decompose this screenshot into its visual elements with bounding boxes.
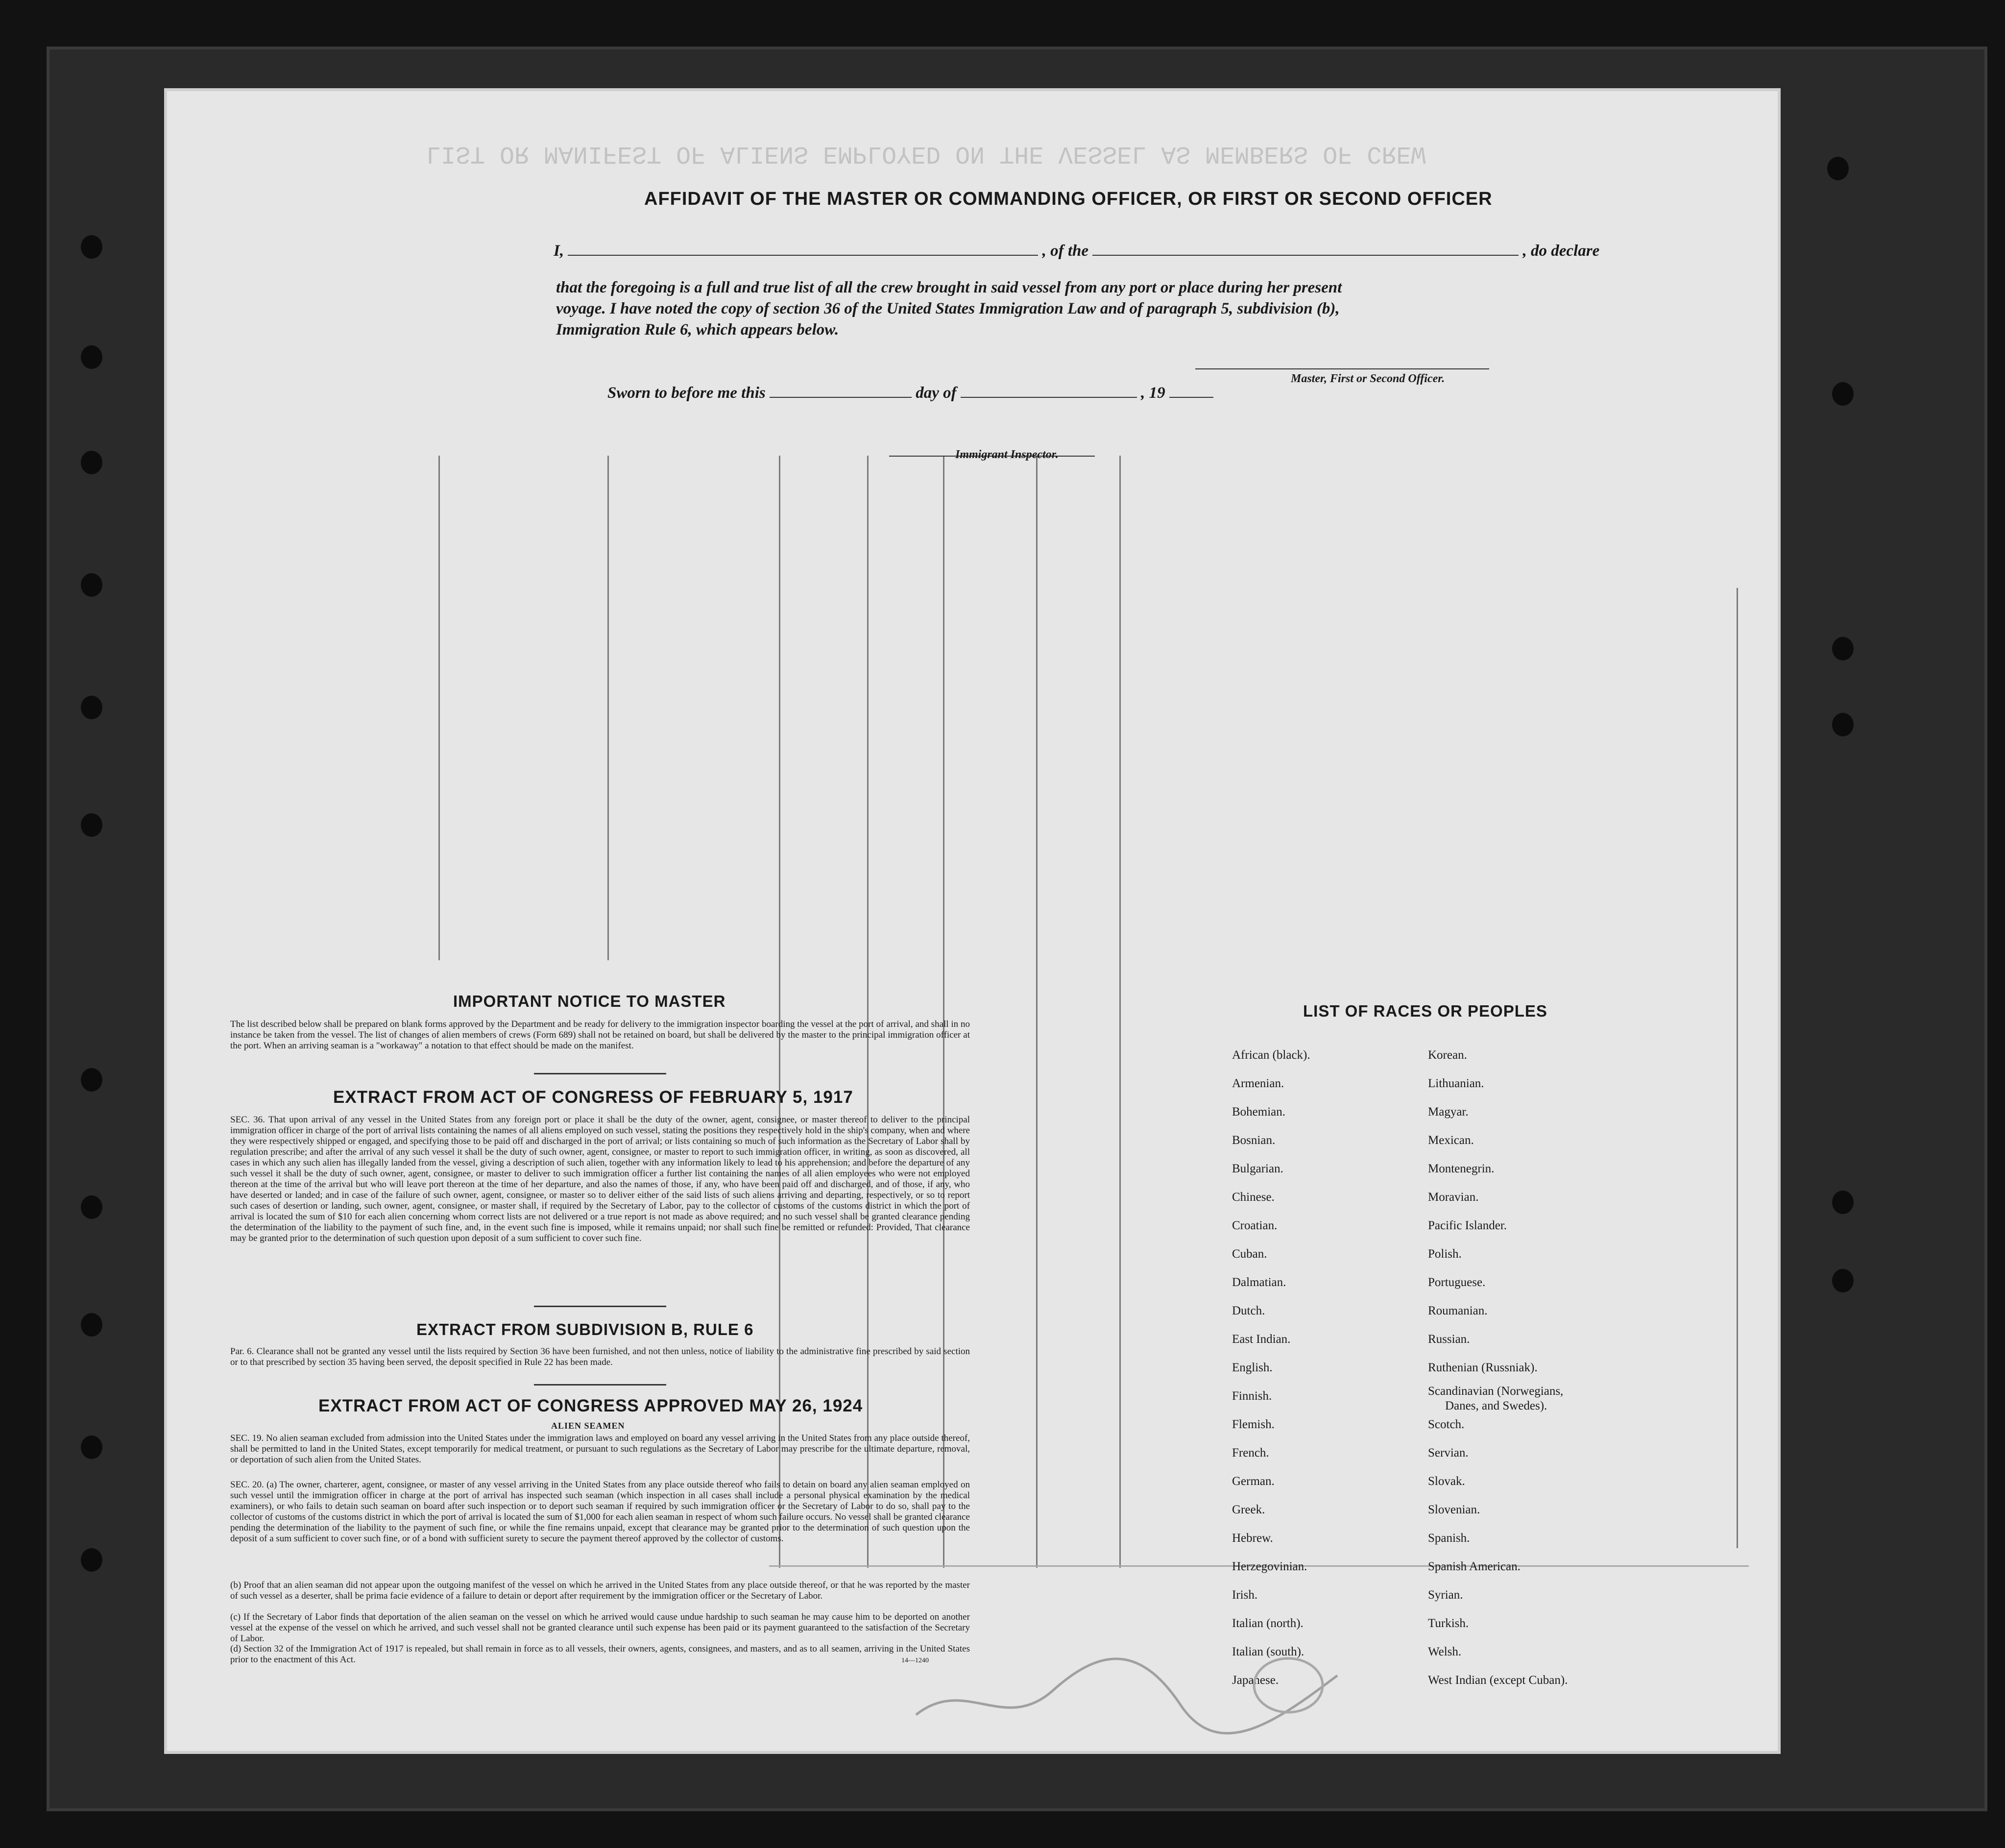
alien-seamen-subtitle: ALIEN SEAMEN <box>551 1421 625 1431</box>
race-item: East Indian. <box>1232 1333 1291 1346</box>
race-item: Magyar. <box>1428 1105 1469 1119</box>
rule-6-title: EXTRACT FROM SUBDIVISION B, RULE 6 <box>416 1320 754 1338</box>
race-item: Ruthenian (Russniak). <box>1428 1361 1538 1374</box>
page-hole <box>1832 382 1854 406</box>
binder-hole <box>81 573 102 597</box>
column-rule <box>1119 456 1121 1568</box>
race-item: Servian. <box>1428 1446 1469 1459</box>
sworn-year-blank[interactable] <box>1169 397 1213 398</box>
binder-hole <box>81 696 102 719</box>
race-item: African (black). <box>1232 1048 1310 1062</box>
race-item: Irish. <box>1232 1588 1258 1602</box>
notice-text: The list described below shall be prepared on blank forms approved by the Department and be ready for delivery to the immigration inspector boarding the vessel at the port of arrival, and shall in no instance be taken from the vessel. The list of changes of alien members of crews (Form 689) shall not be retained on board, but shall be delivered by the master to the principal immigration officer at the port. When an arriving seaman is a "workaway" a notation to that effect should be made on the manifest. <box>230 1019 970 1051</box>
race-item: Danes, and Swedes). <box>1445 1399 1547 1412</box>
binder-hole <box>81 1435 102 1459</box>
race-item: Montenegrin. <box>1428 1162 1495 1175</box>
officer-signature-line[interactable] <box>1195 368 1489 369</box>
sec-20d-text: (d) Section 32 of the Immigration Act of 1917 is repealed, but shall remain in force as to all vessels, their owners, agents, consignees, and masters, and as to all seamen, arriving in the United States prior to the enactment of this Act. <box>230 1644 970 1665</box>
affidavit-of-the: , of the <box>1042 242 1089 260</box>
race-item: Pacific Islander. <box>1428 1219 1507 1232</box>
column-rule <box>943 456 944 1568</box>
form-number: 14—1240 <box>901 1657 929 1664</box>
name-blank[interactable] <box>568 255 1038 256</box>
extract-1917-text: SEC. 36. That upon arrival of any vessel in the United States from any foreign port or place it shall be the duty of the owner, agent, consignee, or master thereof to deliver to the principal immigration officer in charge of the port of arrival lists containing the names of all aliens employed on such vessel, stating the positions they respectively hold in the ship's company, when and where they were respectively shipped or engaged, and specifying those to be paid off and discharged in the port of arrival; or lists containing so much of such information as the Secretary of Labor shall by regulation prescribe; and after the arrival of any such vessel it shall be the duty of such owner, agent, consignee, or master to report to such immigration officer, in writing, as soon as discovered, all cases in which any such alien has illegally landed from the vessel, giving a description of such alien, together with any information likely to lead to his apprehension; and before the departure of any such vessel it shall be the duty of such owner, agent, consignee, or master to deliver to such immigration officer a further list containing the names of all alien employees who were not employed thereon at the time of the arrival but who will leave port thereon at the time of her departure, and also the names of those, if any, who have been paid off and discharged, and of those, if any, who have deserted or landed; and in case of the failure of such owner, agent, consignee, or master so to deliver either of the said lists of such aliens arriving and departing, respectively, or so to report such cases of desertion or landing, such owner, agent, consignee, or master shall, if required by the Secretary of Labor, pay to the collector of customs of the customs district in which the port of arrival is located the sum of $10 for each alien concerning whom correct lists are not delivered or a true report is not made as above required; and no such vessel shall be granted clearance pending the determination of the liability to the payment of such fine, and, in the event such fine is imposed, while it remains unpaid; nor shall such fine be remitted or refunded: Provided, That clearance may be granted prior to the determination of such question upon deposit of a sum sufficient to cover such fine. <box>230 1115 970 1243</box>
race-item: Herzegovinian. <box>1232 1560 1307 1573</box>
inspector-label: Immigrant Inspector. <box>955 448 1059 461</box>
race-item: Korean. <box>1428 1048 1467 1062</box>
race-item: Roumanian. <box>1428 1304 1488 1317</box>
race-item: Finnish. <box>1232 1389 1272 1403</box>
race-item: Spanish American. <box>1428 1560 1521 1573</box>
page-hole <box>1832 1191 1854 1214</box>
race-item: Moravian. <box>1428 1191 1479 1204</box>
sworn-month-blank[interactable] <box>961 397 1137 398</box>
bleed-through-header: LIST OR MANIFEST OF ALIENS EMPLOYED ON THE VESSEL AS MEMBERS OF CREW <box>426 140 1426 168</box>
sworn-day-blank[interactable] <box>770 397 912 398</box>
race-item: Syrian. <box>1428 1588 1463 1602</box>
race-item: West Indian (except Cuban). <box>1428 1674 1568 1687</box>
page-hole <box>1832 1269 1854 1292</box>
affidavit-body-2: voyage. I have noted the copy of section 36 of the United States Immigration Law and of paragraph 5, subdivision (b), <box>556 300 1340 317</box>
binder-hole <box>81 1313 102 1337</box>
race-item: English. <box>1232 1361 1273 1374</box>
race-item: Japanese. <box>1232 1674 1279 1687</box>
column-rule <box>438 456 440 960</box>
race-item: Bulgarian. <box>1232 1162 1283 1175</box>
races-title: LIST OF RACES OR PEOPLES <box>1303 1002 1547 1020</box>
race-item: Bohemian. <box>1232 1105 1286 1119</box>
faint-signature-mark <box>906 1617 1347 1744</box>
vessel-blank[interactable] <box>1092 255 1519 256</box>
column-rule <box>1036 456 1038 1568</box>
race-item: Greek. <box>1232 1503 1265 1516</box>
rule-6-text: Par. 6. Clearance shall not be granted any vessel until the lists required by Section 36 have been furnished, and not then unless, notice of liability to the administrative fine prescribed by said section or to that prescribed by section 35 having been served, the deposit specified in Rule 22 has been made. <box>230 1346 970 1367</box>
race-item: Flemish. <box>1232 1418 1275 1431</box>
race-item: Cuban. <box>1232 1247 1267 1261</box>
page-hole <box>1832 713 1854 736</box>
extract-1917-title: EXTRACT FROM ACT OF CONGRESS OF FEBRUARY 5, 1917 <box>333 1088 853 1107</box>
affidavit-i: I, <box>554 242 564 260</box>
sec-19-text: SEC. 19. No alien seaman excluded from admission into the United States under the immigration laws and employed on board any vessel arriving in the United States from any place outside thereof, shall be permitted to land in the United States, except temporarily for medical treatment, or pursuant to such regulations as the Secretary of Labor may prescribe for the ultimate departure, removal, or deportation of such alien from the United States. <box>230 1433 970 1465</box>
sec-20a-text: SEC. 20. (a) The owner, charterer, agent, consignee, or master of any vessel arriving in the United States from any place outside thereof who fails to detain on board any alien seaman employed on such vessel until the immigration officer in charge at the port of arrival has inspected such seaman (which inspection in all cases shall include a personal physical examination by the medical examiners), or who fails to detain such seaman on board after such inspection or to deport such seaman if required by such immigration officer or the Secretary of Labor to do so, shall pay to the collector of customs of the customs district in which the port of arrival is located the sum of $1,000 for each alien seaman in respect of whom such failure occurs. No vessel shall be granted clearance pending the determination of the liability to the payment of such fine, or while the fine remains unpaid, except that clearance may be granted prior to the determination of such question upon the deposit of a sum sufficient to cover such fine, or of a bond with sufficient surety to secure the payment thereof approved by the collector of customs. <box>230 1480 970 1544</box>
race-item: Italian (south). <box>1232 1645 1304 1658</box>
binder-hole <box>81 451 102 474</box>
affidavit-title: AFFIDAVIT OF THE MASTER OR COMMANDING OFFICER, OR FIRST OR SECOND OFFICER <box>644 189 1493 209</box>
race-item: Scandinavian (Norwegians, <box>1428 1385 1564 1398</box>
affidavit-declare: , do declare <box>1522 242 1600 260</box>
divider <box>534 1073 666 1074</box>
race-item: Chinese. <box>1232 1191 1275 1204</box>
race-item: Croatian. <box>1232 1219 1278 1232</box>
race-item: Portuguese. <box>1428 1276 1486 1289</box>
notice-title: IMPORTANT NOTICE TO MASTER <box>453 992 726 1010</box>
race-item: Spanish. <box>1428 1532 1470 1545</box>
race-item: Mexican. <box>1428 1134 1474 1147</box>
extract-1924-title: EXTRACT FROM ACT OF CONGRESS APPROVED MAY 26, 1924 <box>318 1396 863 1415</box>
race-item: Slovak. <box>1428 1475 1465 1488</box>
race-item: Italian (north). <box>1232 1617 1304 1630</box>
page-hole <box>1832 637 1854 660</box>
binder-hole <box>81 235 102 259</box>
race-item: Welsh. <box>1428 1645 1462 1658</box>
race-item: Slovenian. <box>1428 1503 1480 1516</box>
race-item: Bosnian. <box>1232 1134 1276 1147</box>
sec-20c-text: (c) If the Secretary of Labor finds that deportation of the alien seaman on the vessel on which he arrived would cause undue hardship to such seaman he may cause him to be deported on another vessel at the expense of the vessel on which he arrived, and such vessel shall not be granted clearance until such expense has been paid or its payment guaranteed to the satisfaction of the Secretary of Labor. <box>230 1612 970 1644</box>
binder-hole <box>81 345 102 369</box>
binder-hole <box>81 1195 102 1219</box>
race-item: Dutch. <box>1232 1304 1265 1317</box>
column-rule <box>1737 588 1738 1548</box>
affidavit-body-3: Immigration Rule 6, which appears below. <box>556 321 839 339</box>
affidavit-line-1 <box>554 240 1599 262</box>
race-item: Russian. <box>1428 1333 1470 1346</box>
sworn-day-of: day of <box>916 384 957 402</box>
sec-20b-text: (b) Proof that an alien seaman did not appear upon the outgoing manifest of the vessel on which he arrived in the United States from any place outside thereof, or that he was reported by the master of such vessel as a deserter, shall be prima facie evidence of a failure to detain or deport after requirement by the immigration officer or the Secretary of Labor. <box>230 1580 970 1601</box>
column-rule <box>607 456 609 960</box>
page-hole <box>1827 157 1849 180</box>
binder-hole <box>81 813 102 837</box>
column-rule <box>867 456 869 1568</box>
race-item: Polish. <box>1428 1247 1462 1261</box>
race-item: German. <box>1232 1475 1275 1488</box>
divider <box>534 1384 666 1386</box>
affidavit-body-1: that the foregoing is a full and true list of all the crew brought in said vessel from any port or place during her present <box>556 279 1342 296</box>
binder-hole <box>81 1068 102 1092</box>
race-item: French. <box>1232 1446 1269 1459</box>
race-item: Lithuanian. <box>1428 1077 1484 1090</box>
divider <box>534 1306 666 1307</box>
race-item: Armenian. <box>1232 1077 1284 1090</box>
officer-label: Master, First or Second Officer. <box>1291 372 1445 385</box>
sworn-year: , 19 <box>1141 384 1165 402</box>
race-item: Scotch. <box>1428 1418 1465 1431</box>
binder-hole <box>81 1548 102 1572</box>
race-item: Dalmatian. <box>1232 1276 1286 1289</box>
race-item: Turkish. <box>1428 1617 1469 1630</box>
sworn-prefix: Sworn to before me this <box>607 384 766 402</box>
sworn-line <box>607 382 1213 404</box>
race-item: Hebrew. <box>1232 1532 1273 1545</box>
